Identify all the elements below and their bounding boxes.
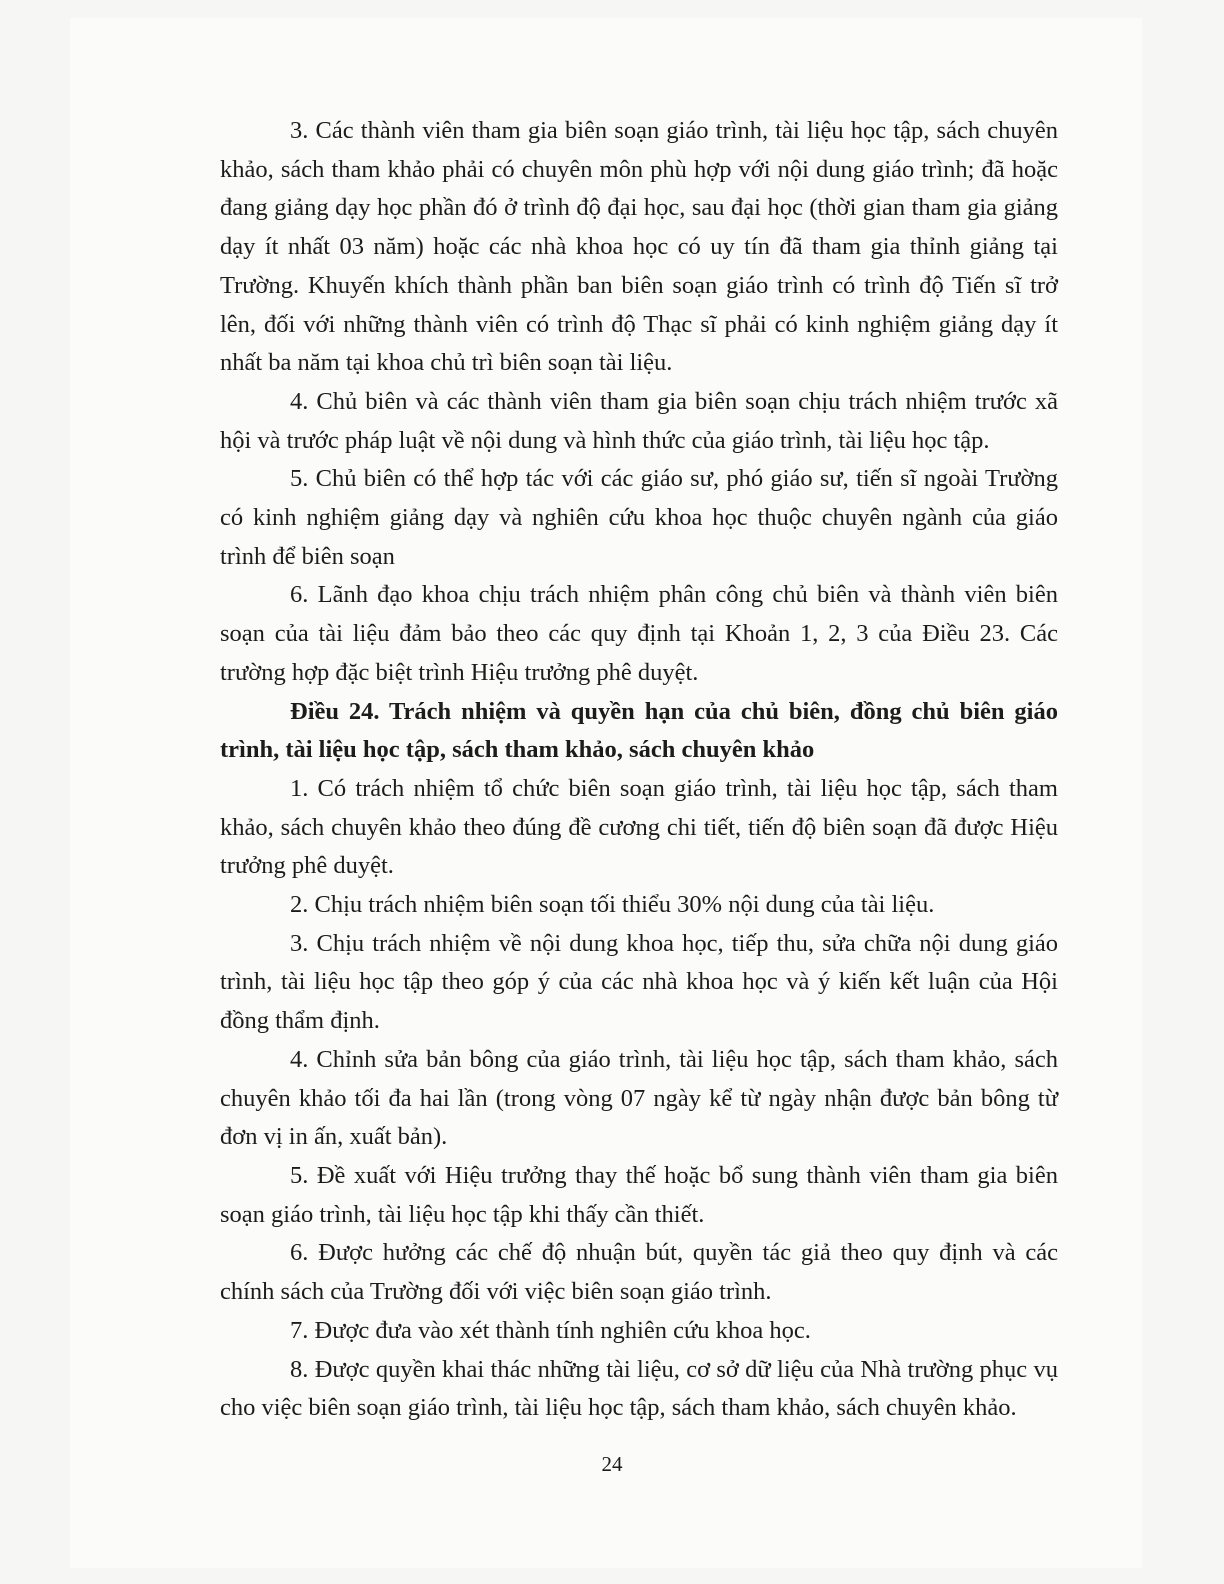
paragraph-clause-4: 4. Chủ biên và các thành viên tham gia biên soạn chịu trách nhiệm trước xã hội và trước pháp luật về nội dung và hình thức của giáo trình, tài liệu học tập. <box>220 387 1058 454</box>
article-24-clause-5: 5. Đề xuất với Hiệu trưởng thay thế hoặc bổ sung thành viên tham gia biên soạn giáo trình, tài liệu học tập khi thấy cần thiết. <box>220 1161 1058 1228</box>
paragraph-clause-6: 6. Lãnh đạo khoa chịu trách nhiệm phân công chủ biên và thành viên biên soạn của tài liệu đảm bảo theo các quy định tại Khoản 1, 2, 3 của Điều 23. Các trường hợp đặc biệt trình Hiệu trưởng phê duyệt. <box>220 581 1058 686</box>
document-body <box>220 112 1058 1428</box>
article-24-clause-1: 1. Có trách nhiệm tổ chức biên soạn giáo trình, tài liệu học tập, sách tham khảo, sách chuyên khảo theo đúng đề cương chi tiết, tiến độ biên soạn đã được Hiệu trưởng phê duyệt. <box>220 774 1058 880</box>
paragraph-clause-3: 3. Các thành viên tham gia biên soạn giáo trình, tài liệu học tập, sách chuyên khảo, sách tham khảo phải có chuyên môn phù hợp với nội dung giáo trình; đã hoặc đang giảng dạy học phần đó ở trình độ đại học, sau đại học (thời gian tham gia giảng dạy ít nhất 03 năm) hoặc các nhà khoa học có uy tín đã tham gia thỉnh giảng tại Trường. Khuyến khích thành phần ban biên soạn giáo trình có trình độ Tiến sĩ trở lên, đối với những thành viên có trình độ Thạc sĩ phải có kinh nghiệm giảng dạy ít nhất ba năm tại khoa chủ trì biên soạn tài liệu. <box>220 117 1058 377</box>
article-24-heading: Điều 24. Trách nhiệm và quyền hạn của chủ biên, đồng chủ biên giáo trình, tài liệu học tập, sách tham khảo, sách chuyên khảo <box>220 697 1058 764</box>
article-24-clause-7: 7. Được đưa vào xét thành tính nghiên cứu khoa học. <box>290 1316 811 1344</box>
article-24-clause-4: 4. Chỉnh sửa bản bông của giáo trình, tài liệu học tập, sách tham khảo, sách chuyên khảo tối đa hai lần (trong vòng 07 ngày kể từ ngày nhận được bản bông từ đơn vị in ấn, xuất bản). <box>220 1045 1058 1151</box>
article-24-clause-6: 6. Được hưởng các chế độ nhuận bút, quyền tác giả theo quy định và các chính sách của Trường đối với việc biên soạn giáo trình. <box>220 1239 1058 1306</box>
article-24-clause-2: 2. Chịu trách nhiệm biên soạn tối thiểu 30% nội dung của tài liệu. <box>290 891 935 919</box>
page-number: 24 <box>601 1452 623 1476</box>
paragraph-clause-5: 5. Chủ biên có thể hợp tác với các giáo sư, phó giáo sư, tiến sĩ ngoài Trường có kinh nghiệm giảng dạy và nghiên cứu khoa học thuộc chuyên ngành của giáo trình để biên soạn <box>220 465 1058 570</box>
article-24-clause-8: 8. Được quyền khai thác những tài liệu, cơ sở dữ liệu của Nhà trường phục vụ cho việc biên soạn giáo trình, tài liệu học tập, sách tham khảo, sách chuyên khảo. <box>220 1355 1058 1422</box>
article-24-clause-3: 3. Chịu trách nhiệm về nội dung khoa học, tiếp thu, sửa chữa nội dung giáo trình, tài liệu học tập theo góp ý của các nhà khoa học và ý kiến kết luận của Hội đồng thẩm định. <box>220 929 1058 1035</box>
